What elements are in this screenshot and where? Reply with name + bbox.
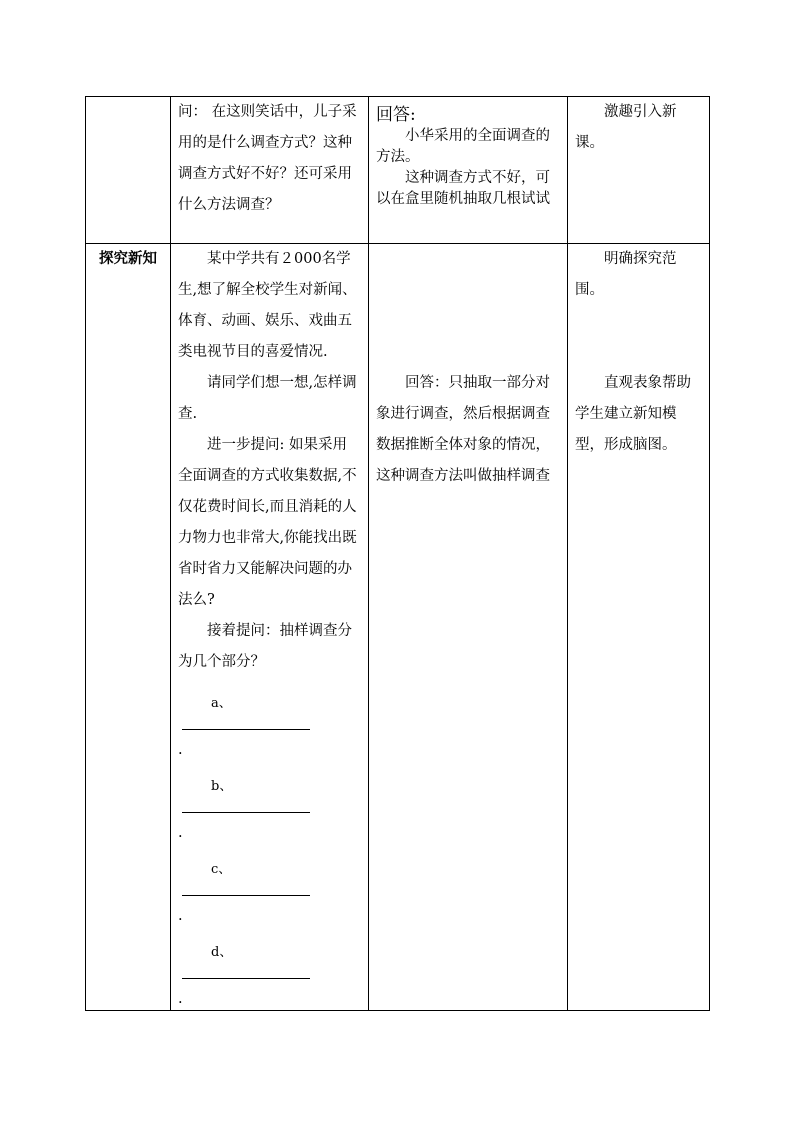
fill-blank-c: c、: [178, 858, 361, 903]
student-activity-cell: [369, 97, 568, 244]
fill-blank-b: b、: [178, 775, 361, 820]
intent-text: 明确探究范围。: [575, 251, 677, 298]
intent-text: 直观表象帮助学生建立新知模型，形成脑图。: [575, 375, 691, 453]
answer-paragraph: 回答：只抽取一部分对象进行调查，然后根据调查数据推断全体对象的情况，这种调查方法叫做抽样调查: [376, 375, 550, 484]
fill-blank-a: a、: [178, 692, 361, 737]
table-row: [86, 97, 710, 244]
table-row: [86, 244, 710, 1011]
teacher-paragraph: 进一步提问: 如果采用全面调查的方式收集数据,不仅花费时间长,而且消耗的人力物力也非常大,你能找出既省时省力又能解决问题的办法么?: [178, 437, 357, 608]
answer-paragraph: 小华采用的全面调查的方法。: [376, 128, 550, 165]
teacher-paragraph: 请同学们想一想,怎样调查.: [178, 375, 357, 422]
teacher-activity-cell: 某中学共有２000名学生,想了解全校学生对新闻、体育、动画、娱乐、戏曲五类电视节目的喜爱情况. 请同学们想一想,怎样调查. 进一步提问: 如果采用全面调查的方式收集数据,不仅花费时间长,而且消耗的人力物力也非常大,你能找出既省时省力又能解决问题的办法么? 接着提问：抽样调查分为几个部分？ a、 . b、 . c、 . d、 .: [171, 244, 369, 1011]
question-text: 问： 在这则笑话中，儿子采用的是什么调查方式？这种调查方式好不好？还可采用什么方法调查？: [178, 104, 357, 213]
intent-text: 激趣引入新课。: [575, 104, 677, 151]
fill-blank-d: d、: [178, 941, 361, 986]
answer-heading: 回答:: [376, 105, 416, 125]
blank-line[interactable]: [182, 881, 310, 896]
teacher-activity-cell: [171, 97, 369, 244]
stage-label: 探究新知: [86, 244, 171, 1011]
design-intent-cell: [568, 97, 710, 244]
stage-cell-empty: [86, 97, 171, 244]
blank-line[interactable]: [182, 964, 310, 979]
teacher-paragraph: 某中学共有２000名学生,想了解全校学生对新闻、体育、动画、娱乐、戏曲五类电视节目的喜爱情况.: [178, 251, 357, 360]
design-intent-cell: [568, 244, 710, 1011]
blank-line[interactable]: [182, 798, 310, 813]
lesson-plan-table: [85, 96, 710, 1011]
blank-line[interactable]: [182, 715, 310, 730]
student-activity-cell: [369, 244, 568, 1011]
answer-paragraph: 这种调查方式不好，可以在盒里随机抽取几根试试: [376, 170, 550, 207]
teacher-paragraph: 接着提问：抽样调查分为几个部分？: [178, 623, 352, 670]
